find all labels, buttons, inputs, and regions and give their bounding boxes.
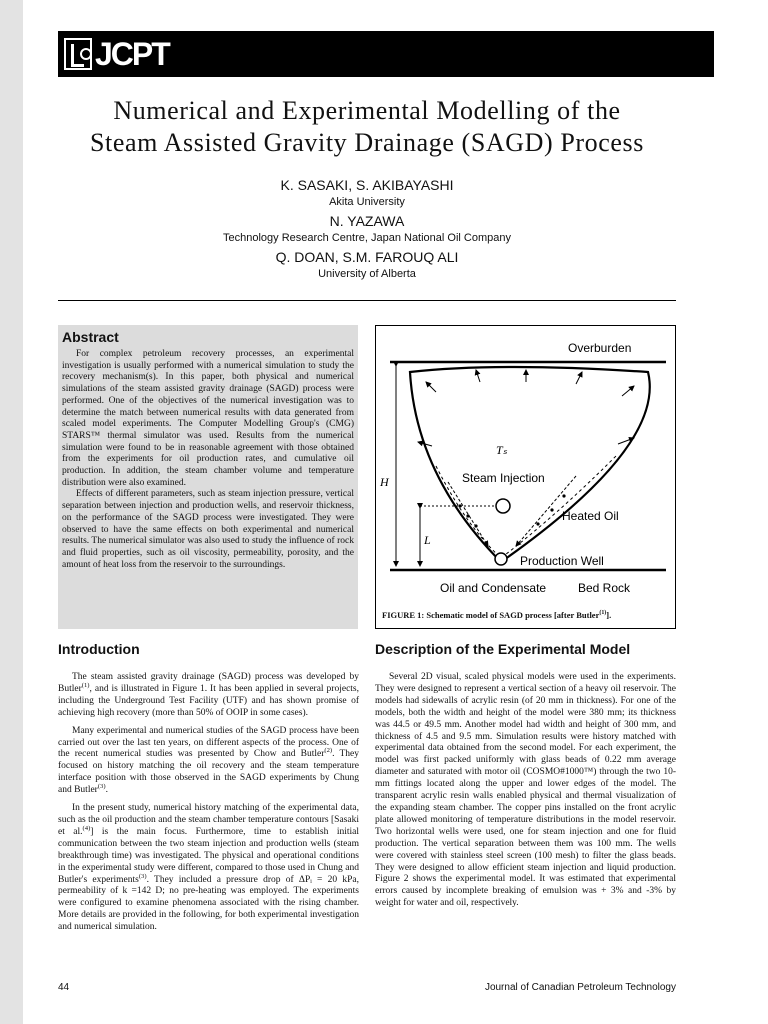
author-names: Q. DOAN, S.M. FAROUQ ALI bbox=[275, 249, 459, 265]
caption-text: FIGURE 1: Schematic model of SAGD process [after Butler bbox=[382, 610, 600, 620]
label-l: L bbox=[424, 533, 431, 547]
logo-text: JCPT bbox=[95, 36, 169, 72]
sagd-schematic bbox=[376, 326, 675, 606]
introduction-section bbox=[58, 640, 359, 940]
paper-title bbox=[58, 95, 676, 159]
label-overburden: Overburden bbox=[568, 341, 632, 355]
intro-paragraph-1: The steam assisted gravity drainage (SAGD) process was developed by Butler$^{(1)}$, and is illustrated in Figure 1. It has been applied in several projects, including the Underground Test Facility (UTF) and has shown promise of achieving high recovery (more than 50% of OOIP in some cases). bbox=[58, 672, 359, 718]
intro-paragraph-2: Many experimental and numerical studies of the SAGD process have been carried out over the last ten years, on different aspects of the process. One of the recent numerical studies was presented by Chow and Butler$^{(2)}$. They focused on history matching the oil recovery and the steam temperature interface position with those observed in the SAGD experiments by Chung and Butler$^{(3)}$. bbox=[58, 725, 359, 796]
journal-logo bbox=[64, 36, 169, 72]
description-paragraph-1: Several 2D visual, scaled physical models were used in the experiments. They were designed to represent a vertical section of a heavy oil reservoir. The models had sidewalls of acrylic resin (of 20 mm in thickness). For one of the models, both the width and height of the model were 380 mm; its thickness was 44.5 or 49.5 mm. Another model had width and height of 300 mm, and thickness of 4.5 and 9.5 mm. Simulation results were history matched with experimental data obtained from the second model. For each experiment, the model was first packed uniformly with glass beads of 0.22 mm average diameter and saturated with motor oil (COSMO#1000™) through the two 10-mm fittings located along the upper and lower edges of the model. The transparent acrylic resin walls enabled physical and thermal visualization of the expanding steam chamber. The copper pins installed on the front acrylic plate allowed monitoring of temperature distributions in the model reservoir. Two horizontal wells were used, one for steam injection and one for fluid production. The vertical separation between them was 100 mm. The wells were covered with stainless steel screen (100 mesh) to filter the glass beads. They were designed to allow efficient steam injection and liquid production. Figure 2 shows the experimental model. It was estimated that experimental errors caused by incomplete breaking of emulsion was + 3% and -3% by weight for water and oil, respectively. bbox=[375, 672, 676, 909]
author-affiliation: Technology Research Centre, Japan National Oil Company bbox=[223, 232, 511, 244]
journal-name: Journal of Canadian Petroleum Technology bbox=[484, 982, 676, 993]
author-names: N. YAZAWA bbox=[329, 213, 405, 229]
label-production-well: Production Well bbox=[520, 554, 604, 568]
author-block bbox=[58, 175, 676, 283]
label-steam-temperature: Tₛ bbox=[496, 443, 508, 457]
journal-banner bbox=[58, 31, 714, 77]
label-steam-injection: Steam Injection bbox=[462, 471, 545, 485]
author-names: K. SASAKI, S. AKIBAYASHI bbox=[280, 177, 454, 193]
label-oil-condensate: Oil and Condensate bbox=[440, 581, 547, 595]
abstract-paragraph-2: Effects of different parameters, such as steam injection pressure, vertical separation between injection and production wells, and reservoir thickness, on the performance of the SAGD process were investigated. They were observed to have the same effects on both experimental and numerical results. The numerical simulator was also used to study the influence of rock and fluid properties, such as oil viscosity, permeability, porosity, and the amount of heat loss from the reservoir to the surroundings. bbox=[62, 489, 354, 570]
author-affiliation: University of Alberta bbox=[318, 268, 416, 280]
intro-paragraph-3: In the present study, numerical history matching of the experimental data, such as the oil production and the steam chamber temperature contours [Sasaki et al.$^{(4)}$] is the main focus. Furthermore, time to establish initial communication between the two steam injection and production wells (steam breakthrough time) was investigated. The physical and operational conditions in the experimental study were different, compared to those used in Chung and Butler's experiments$^{(3)}$. They included a pressure drop of ΔPᵢ = 20 kPa, permeability of k =142 D; no pre-heating was employed. The experiments were configured to examine phenomena associated with the rising chamber. More details are provided in the following, for both experimental investigation and numerical simulation. bbox=[58, 803, 359, 933]
injection-well-icon bbox=[496, 499, 510, 513]
title-line-1: Numerical and Experimental Modelling of the bbox=[113, 96, 621, 125]
steam-chamber-outline bbox=[410, 367, 650, 562]
page-edge-strip bbox=[0, 0, 23, 1024]
caption-end: ]. bbox=[606, 610, 612, 620]
header-divider bbox=[58, 300, 676, 301]
author-affiliation: Akita University bbox=[329, 196, 405, 208]
title-line-2: Steam Assisted Gravity Drainage (SAGD) Process bbox=[89, 128, 644, 157]
caption-ref: (1) bbox=[599, 610, 607, 617]
introduction-heading: Introduction bbox=[58, 641, 140, 657]
abstract-paragraph-1: For complex petroleum recovery processes, an experimental investigation is usually performed with a numerical simulation to study the recovery mechanism(s). In this paper, both physical and numerical simulations of the steam assisted gravity drainage (SAGD) process were performed. One of the objectives of the numerical investigation was to determine the match between numerical results with data generated from scaled model experiments. The Computer Modelling Group's (CMG) STARS™ thermal simulator was used. Results from the numerical simulation were found to be in reasonable agreement with those obtained from the experiments for oil production rates, and cumulative oil production. In addition, the steam chamber volume and temperature distribution were also examined. bbox=[62, 349, 354, 488]
figure-1 bbox=[375, 325, 676, 629]
label-heated-oil: Heated Oil bbox=[562, 509, 619, 523]
label-h: H bbox=[380, 475, 389, 489]
production-well-icon bbox=[495, 553, 507, 565]
abstract-heading: Abstract bbox=[62, 329, 119, 345]
experimental-model-section bbox=[375, 640, 676, 916]
page-number: 44 bbox=[58, 982, 70, 993]
abstract-box bbox=[58, 325, 358, 629]
logo-emblem-icon bbox=[64, 38, 92, 70]
description-heading: Description of the Experimental Model bbox=[375, 641, 631, 657]
figure-1-caption bbox=[382, 610, 674, 620]
label-bed-rock: Bed Rock bbox=[578, 581, 631, 595]
